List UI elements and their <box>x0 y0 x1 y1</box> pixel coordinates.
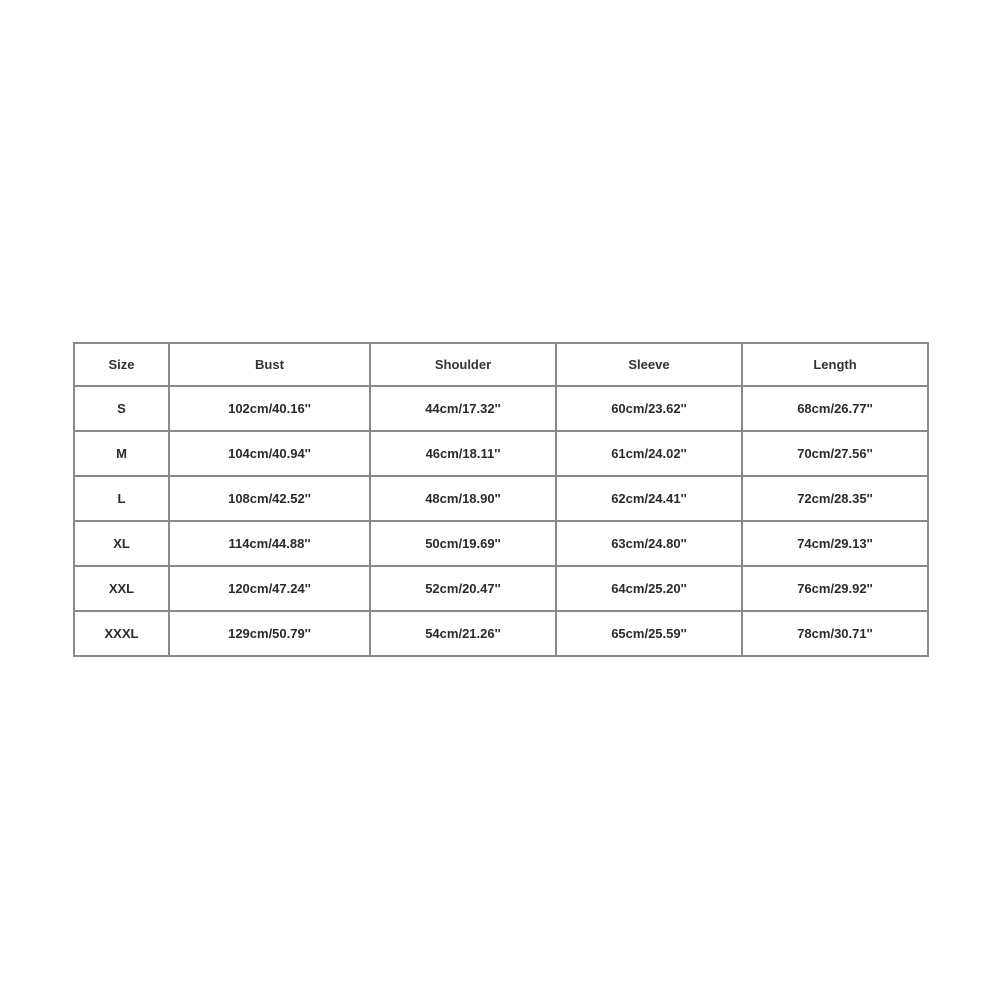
shoulder-cell: 50cm/19.69'' <box>370 521 556 566</box>
shoulder-cell: 44cm/17.32'' <box>370 386 556 431</box>
header-size: Size <box>74 343 169 386</box>
sleeve-cell: 60cm/23.62'' <box>556 386 742 431</box>
length-cell: 74cm/29.13'' <box>742 521 928 566</box>
bust-cell: 120cm/47.24'' <box>169 566 370 611</box>
header-shoulder: Shoulder <box>370 343 556 386</box>
bust-cell: 129cm/50.79'' <box>169 611 370 656</box>
size-cell: S <box>74 386 169 431</box>
bust-cell: 108cm/42.52'' <box>169 476 370 521</box>
shoulder-cell: 52cm/20.47'' <box>370 566 556 611</box>
size-chart-body <box>74 386 928 656</box>
table-row <box>74 566 928 611</box>
header-sleeve: Sleeve <box>556 343 742 386</box>
length-cell: 68cm/26.77'' <box>742 386 928 431</box>
sleeve-cell: 64cm/25.20'' <box>556 566 742 611</box>
size-cell: XXXL <box>74 611 169 656</box>
size-cell: XXL <box>74 566 169 611</box>
sleeve-cell: 63cm/24.80'' <box>556 521 742 566</box>
size-cell: XL <box>74 521 169 566</box>
header-bust: Bust <box>169 343 370 386</box>
size-cell: M <box>74 431 169 476</box>
bust-cell: 104cm/40.94'' <box>169 431 370 476</box>
sleeve-cell: 65cm/25.59'' <box>556 611 742 656</box>
bust-cell: 114cm/44.88'' <box>169 521 370 566</box>
table-row <box>74 521 928 566</box>
length-cell: 70cm/27.56'' <box>742 431 928 476</box>
size-chart-header <box>74 343 928 386</box>
table-row <box>74 611 928 656</box>
table-row <box>74 476 928 521</box>
sleeve-cell: 62cm/24.41'' <box>556 476 742 521</box>
sleeve-cell: 61cm/24.02'' <box>556 431 742 476</box>
table-row <box>74 431 928 476</box>
size-chart-table <box>73 342 929 657</box>
shoulder-cell: 54cm/21.26'' <box>370 611 556 656</box>
shoulder-cell: 48cm/18.90'' <box>370 476 556 521</box>
length-cell: 76cm/29.92'' <box>742 566 928 611</box>
size-cell: L <box>74 476 169 521</box>
table-row <box>74 386 928 431</box>
length-cell: 72cm/28.35'' <box>742 476 928 521</box>
bust-cell: 102cm/40.16'' <box>169 386 370 431</box>
header-length: Length <box>742 343 928 386</box>
shoulder-cell: 46cm/18.11'' <box>370 431 556 476</box>
header-row <box>74 343 928 386</box>
length-cell: 78cm/30.71'' <box>742 611 928 656</box>
